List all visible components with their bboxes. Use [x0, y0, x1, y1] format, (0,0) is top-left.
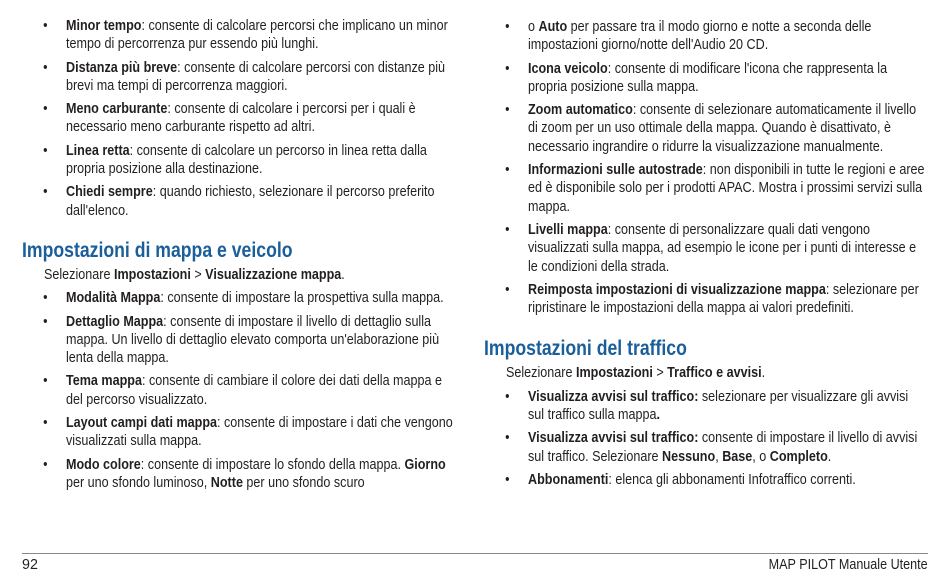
item-term: Distanza più breve — [66, 59, 178, 76]
list-item: • Meno carburante: consente di calcolare i percorsi per i quali è necessario meno carburante rispetto ad altri. — [22, 100, 460, 137]
item-desc: consente di calcolare percorsi con distanze più brevi ma tempi di percorrenza maggiori. — [66, 59, 446, 94]
item-term: Modo colore — [66, 456, 141, 473]
item-term: Reimposta impostazioni di visualizzazione mappa — [528, 281, 826, 298]
item-desc: consente di cambiare il colore dei dati della mappa e del percorso visualizzato. — [66, 373, 443, 408]
item-term: Icona veicolo — [528, 60, 608, 77]
list-item: • Livelli mappa: consente di personalizzare quali dati vengono visualizzati sulla mappa, ad esempio le icone per i punti di interesse e le condizioni della strada. — [484, 221, 926, 276]
list-item: • Reimposta impostazioni di visualizzazione mappa: selezionare per ripristinare le impostazioni della mappa ai valori predefiniti. — [484, 281, 926, 318]
item-desc: consente di impostare il livello di dettaglio sulla mappa. Un livello di dettaglio elevato comporta un'elaborazione più lenta della mappa. — [66, 313, 440, 367]
list-item: • Minor tempo: consente di calcolare percorsi che implicano un minor tempo di percorrenza pur essendo più lunghi. — [22, 17, 460, 54]
item-term: Dettaglio Mappa — [66, 313, 164, 330]
list-item: • Dettaglio Mappa: consente di impostare il livello di dettaglio sulla mappa. Un livello di dettaglio elevato comporta un'elaborazione più lenta della mappa. — [22, 313, 460, 368]
list-item: • Icona veicolo: consente di modificare l'icona che rappresenta la propria posizione sulla mappa. — [484, 60, 926, 97]
item-desc: non disponibili in tutte le regioni e aree ed è disponibile solo per i prodotti APAC. Mostra i prossimi servizi sulla mappa. — [528, 162, 925, 215]
route-options-list — [22, 17, 460, 220]
item-term: Visualizza avvisi sul traffico: — [528, 388, 699, 405]
item-desc: consente di personalizzare quali dati vengono visualizzati sulla mappa, ad esempio le icone per i punti di interesse e le condizioni della strada. — [528, 221, 917, 275]
menu-path-settings: Impostazioni — [575, 365, 653, 382]
item-term: Zoom automatico — [528, 102, 633, 119]
list-item: • Chiedi sempre: quando richiesto, selezionare il percorso preferito dall'elenco. — [22, 183, 460, 220]
item-desc: consente di calcolare un percorso in linea retta dalla propria posizione alla destinazione. — [66, 142, 427, 178]
option-day: Giorno — [404, 456, 446, 473]
list-item: • Tema mappa: consente di cambiare il colore dei dati della mappa e del percorso visualizzato. — [22, 372, 460, 409]
menu-path-map-view: Visualizzazione mappa — [205, 266, 342, 283]
list-item: • Abbonamenti: elenca gli abbonamenti Infotraffico correnti. — [484, 471, 926, 489]
menu-path-settings: Impostazioni — [113, 266, 191, 283]
option-full: Completo — [769, 448, 828, 465]
item-term: Tema mappa — [66, 373, 142, 390]
item-term: Meno carburante — [66, 101, 168, 118]
item-term: Layout campi dati mappa — [66, 415, 218, 432]
menu-path-traffic-alerts: Traffico e avvisi — [667, 365, 762, 382]
list-item: • Informazioni sulle autostrade: non disponibili in tutte le regioni e aree ed è disponibile solo per i prodotti APAC. Mostra i prossimi servizi sulla mappa. — [484, 161, 926, 216]
section-heading-traffic: Impostazioni del traffico — [484, 337, 687, 361]
item-term: Minor tempo — [66, 18, 142, 34]
item-desc: elenca gli abbonamenti Infotraffico correnti. — [615, 471, 856, 488]
list-item: • Distanza più breve: consente di calcolare percorsi con distanze più brevi ma tempi di percorrenza maggiori. — [22, 59, 460, 96]
right-column — [484, 0, 926, 489]
list-item: • Visualizza avvisi sul traffico: consente di impostare il livello di avvisi sul traffico. Selezionare Nessuno, Base, o Completo. — [484, 429, 926, 466]
footer-divider — [22, 553, 928, 554]
item-term: Livelli mappa — [528, 221, 608, 238]
option-none: Nessuno — [662, 448, 716, 465]
section-heading-map: Impostazioni di mappa e veicolo — [22, 238, 293, 262]
list-item: • Layout campi dati mappa: consente di impostare i dati che vengono visualizzati sulla mappa. — [22, 414, 460, 451]
item-desc: consente di impostare i dati che vengono visualizzati sulla mappa. — [66, 415, 453, 450]
map-settings-list-continued — [484, 18, 926, 317]
list-item-continuation: • o Auto per passare tra il modo giorno e notte a seconda delle impostazioni giorno/notte dell'Audio 20 CD. — [484, 18, 926, 55]
item-desc: quando richiesto, selezionare il percorso preferito dall'elenco. — [66, 184, 435, 219]
section-intro-map: Selezionare Impostazioni > Visualizzazione mappa. — [44, 266, 345, 283]
page-number: 92 — [22, 557, 38, 573]
list-item: • Linea retta: consente di calcolare un percorso in linea retta dalla propria posizione alla destinazione. — [22, 142, 460, 179]
list-item: • Zoom automatico: consente di selezionare automaticamente il livello di zoom per un uso ottimale della mappa. Quando è disattivato, è necessario ingrandire o ridurre la visualizzazione manualmente. — [484, 101, 926, 156]
map-settings-list — [22, 289, 460, 492]
option-auto: Auto — [538, 19, 568, 35]
option-basic: Base — [722, 448, 753, 465]
item-desc: consente di impostare la prospettiva sulla mappa. — [167, 290, 444, 307]
item-desc: consente di calcolare i percorsi per i quali è necessario meno carburante rispetto ad altri. — [66, 101, 416, 136]
item-desc: consente di modificare l'icona che rappresenta la propria posizione sulla mappa. — [528, 60, 888, 95]
item-desc: consente di selezionare automaticamente il livello di zoom per un uso ottimale della mappa. Quando è disattivato, è necessario ingrandire o ridurre la visualizzazione manualmente. — [528, 102, 917, 155]
item-term: Visualizza avvisi sul traffico: — [528, 430, 699, 447]
item-desc: consente di calcolare percorsi che implicano un minor tempo di percorrenza pur essendo più lunghi. — [66, 18, 448, 53]
left-column — [22, 0, 460, 492]
traffic-settings-list — [484, 388, 926, 489]
footer-title: MAP PILOT Manuale Utente — [769, 557, 928, 573]
item-term: Linea retta — [66, 142, 130, 159]
item-term: Informazioni sulle autostrade — [528, 162, 703, 179]
list-item: • Modo colore: consente di impostare lo sfondo della mappa. Giorno per uno sfondo luminoso, Notte per uno sfondo scuro — [22, 456, 460, 493]
item-term: Chiedi sempre — [66, 184, 153, 201]
option-night: Notte — [210, 474, 243, 491]
item-term: Modalità Mappa — [66, 290, 161, 307]
list-item: • Modalità Mappa: consente di impostare la prospettiva sulla mappa. — [22, 289, 460, 307]
section-intro-traffic: Selezionare Impostazioni > Traffico e avvisi. — [506, 365, 766, 382]
item-desc: selezionare per ripristinare le impostazioni della mappa ai valori predefiniti. — [528, 281, 919, 317]
list-item: • Visualizza avvisi sul traffico: selezionare per visualizzare gli avvisi sul traffico sulla mappa. — [484, 388, 926, 425]
item-term: Abbonamenti — [528, 471, 609, 488]
